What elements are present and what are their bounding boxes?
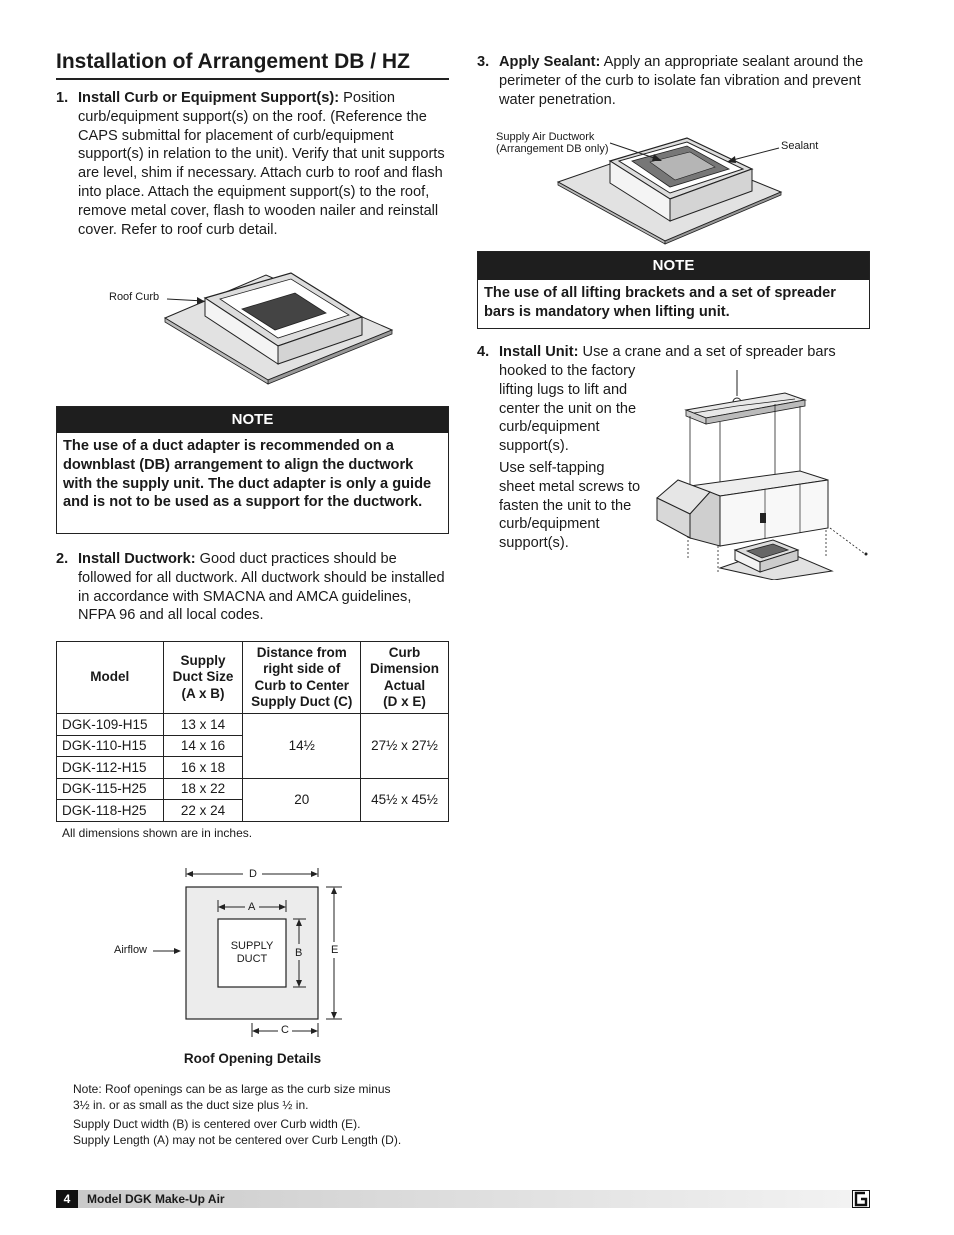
header-model: Model: [57, 642, 164, 714]
note-1-text: The use of a duct adapter is recommended on a downblast (DB) arrangement to align the ductwork with the supply unit. The duct adapter is only a guide and is not to be used as a support for the ductwork.: [63, 438, 432, 511]
roof-opening-note-2: Supply Duct width (B) is centered over Curb width (E). Supply Length (A) may not be centered over Curb Length (D).: [73, 1117, 402, 1147]
table-header-row: [57, 642, 449, 714]
roof-curb-illustration: [100, 270, 430, 385]
note-2-header: NOTE: [478, 252, 869, 280]
table-footnote: All dimensions shown are in inches.: [62, 826, 253, 840]
supply-duct-label: SUPPLY DUCT: [230, 940, 274, 965]
cell-distance: 20: [243, 778, 361, 821]
footer-page-number: 4: [56, 1190, 78, 1208]
dim-b-label: B: [295, 947, 303, 959]
step-2-text: Good duct practices should be followed for all ductwork. All ductwork should be installed in accordance with SMACNA and AMCA guidelines, NFPA 96 and all local codes.: [78, 551, 445, 624]
step-4-line1: Use a crane and a set of spreader bars: [582, 344, 836, 360]
footer-title: Model DGK Make-Up Air: [87, 1192, 225, 1206]
dimensions-table: [56, 641, 449, 822]
dim-a-label: A: [248, 901, 256, 913]
header-distance: Distance from right side of Curb to Center Supply Duct (C): [243, 642, 361, 714]
header-supply: Supply Duct Size (A x B): [163, 642, 243, 714]
note-1-header: NOTE: [57, 407, 448, 433]
table-row: [57, 778, 449, 800]
cell-curb: 45½ x 45½: [361, 778, 449, 821]
cell-duct: 18 x 22: [163, 778, 243, 800]
note-2-text: The use of all lifting brackets and a set of spreader bars is mandatory when lifting unit.: [484, 285, 836, 320]
step-2-number: 2.: [56, 551, 69, 567]
cell-model: DGK-112-H15: [57, 757, 164, 779]
dim-c-label: C: [281, 1024, 289, 1036]
step-4-text-a: hooked to the factory lifting lugs to lift and center the unit on the curb/equipment support(s).: [499, 363, 637, 455]
roof-opening-note-1: Note: Roof openings can be as large as the curb size minus 3½ in. or as small as the duct size plus ½ in.: [73, 1082, 391, 1112]
cell-model: DGK-110-H15: [57, 735, 164, 757]
cell-duct: 16 x 18: [163, 757, 243, 779]
step-1-lead: Install Curb or Equipment Support(s):: [78, 90, 340, 106]
header-curb: Curb Dimension Actual (D x E): [361, 642, 449, 714]
cell-model: DGK-118-H25: [57, 800, 164, 822]
cell-curb: 27½ x 27½: [361, 714, 449, 779]
step-3-number: 3.: [477, 54, 490, 70]
step-2-lead: Install Ductwork:: [78, 551, 196, 567]
step-4-lead: Install Unit:: [499, 344, 579, 360]
supply-air-ductwork-label: Supply Air Ductwork (Arrangement DB only): [496, 131, 609, 155]
roof-curb-label: Roof Curb: [109, 291, 160, 303]
step-1-text: Position curb/equipment support(s) on the roof. (Reference the CAPS submittal for placement of curb/equipment support(s) in relation to the unit). Verify that unit supports are level, shim if necessary. Attach curb to roof and flash into place. Attach the equipment support(s) to the roof, remove metal cover, flash to wooden nailer and reinstall cover. Refer to roof curb detail.: [78, 90, 445, 238]
sealant-label: Sealant: [781, 140, 819, 152]
table-row: [57, 714, 449, 736]
dim-d-label: D: [249, 868, 257, 880]
title-rule: [56, 78, 449, 80]
lifting-unit-illustration: [650, 368, 875, 580]
cell-distance: 14½: [243, 714, 361, 779]
step-4-number: 4.: [477, 344, 490, 360]
step-4-text-b: Use self-tapping sheet metal screws to fasten the unit to the curb/equipment support(s).: [499, 459, 641, 552]
page-title: Installation of Arrangement DB / HZ: [56, 50, 410, 73]
note-2-box: [477, 251, 870, 329]
cell-duct: 13 x 14: [163, 714, 243, 736]
cell-duct: 22 x 24: [163, 800, 243, 822]
step-3-lead: Apply Sealant:: [499, 54, 601, 70]
dim-e-label: E: [331, 944, 339, 956]
airflow-label: Airflow: [114, 944, 148, 956]
brand-logo-icon: [852, 1190, 870, 1208]
cell-model: DGK-115-H25: [57, 778, 164, 800]
step-3-text: Apply an appropriate sealant around the perimeter of the curb to isolate fan vibration and prevent water penetration.: [499, 54, 864, 108]
step-1-number: 1.: [56, 90, 69, 106]
roof-opening-caption: Roof Opening Details: [183, 1051, 322, 1066]
cell-model: DGK-109-H15: [57, 714, 164, 736]
cell-duct: 14 x 16: [163, 735, 243, 757]
note-1-box: [56, 406, 449, 534]
